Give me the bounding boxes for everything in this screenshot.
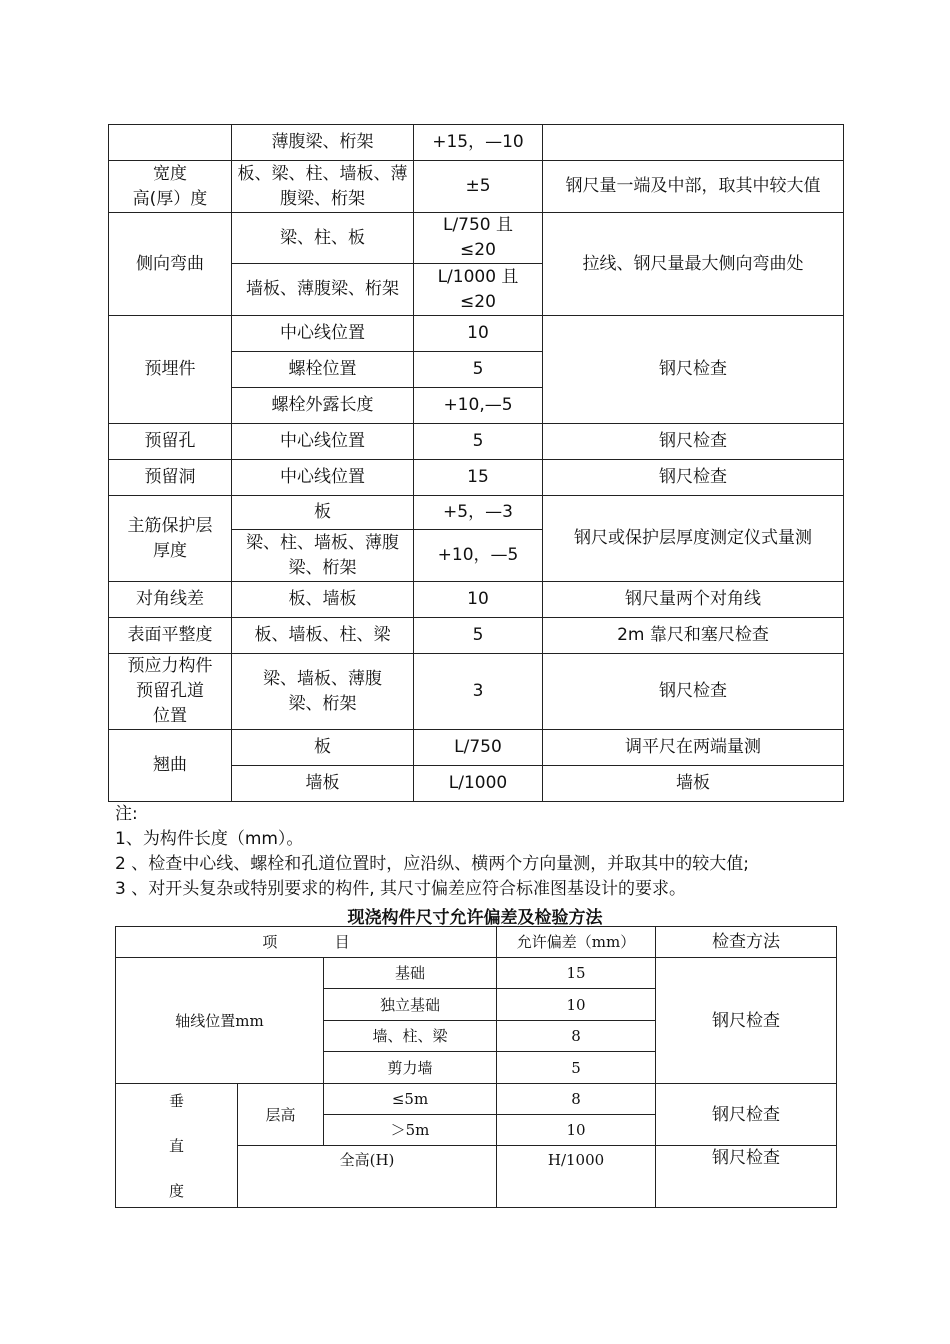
header-item: 项 目 — [116, 927, 497, 958]
cell-tol: 8 — [497, 1021, 656, 1052]
cell-tol: 15 — [414, 460, 543, 496]
cell-sub: 中心线位置 — [232, 460, 414, 496]
cell-item: 侧向弯曲 — [109, 213, 232, 316]
cell-sub: 板、墙板 — [232, 582, 414, 618]
cell-sub: 墙、柱、梁 — [324, 1021, 497, 1052]
cell-sub: 梁、柱、墙板、薄腹梁、桁架 — [232, 530, 414, 582]
cell-tol: 5 — [414, 424, 543, 460]
cell-sub: ≤5m — [324, 1084, 497, 1115]
cell-sub: 墙板、薄腹梁、桁架 — [232, 264, 414, 316]
cell-tol: 5 — [414, 352, 543, 388]
cell-sub: 全高(H) — [238, 1146, 497, 1208]
cell-item: 轴线位置mm — [116, 958, 324, 1084]
cell-tol: 10 — [497, 989, 656, 1021]
header-tol: 允许偏差（mm） — [497, 927, 656, 958]
cell-sub: ＞5m — [324, 1115, 497, 1146]
note-line: 2 、检查中心线、螺栓和孔道位置时，应沿纵、横两个方向量测，并取其中的较大值; — [115, 854, 749, 874]
cell-tol: +5，—3 — [414, 496, 543, 530]
cell-item: 翘曲 — [109, 730, 232, 802]
cell-sub: 墙板 — [232, 766, 414, 802]
cell-tol: 15 — [497, 958, 656, 989]
note-line: 注: — [115, 804, 138, 824]
cell-method: 墙板 — [543, 766, 844, 802]
cell-sub: 独立基础 — [324, 989, 497, 1021]
cell-sub: 中心线位置 — [232, 316, 414, 352]
cell-sub: 梁、柱、板 — [232, 213, 414, 264]
cell-empty — [109, 125, 232, 161]
cell-item: 预应力构件 预留孔道 位置 — [109, 654, 232, 730]
cell-sub: 螺栓外露长度 — [232, 388, 414, 424]
cell-tol: 5 — [497, 1052, 656, 1084]
cell-sub: 梁、墙板、薄腹 梁、桁架 — [232, 654, 414, 730]
cell-item: 预埋件 — [109, 316, 232, 424]
cell-method: 钢尺量一端及中部，取其中较大值 — [543, 161, 844, 213]
tolerance-table-precast — [108, 124, 844, 802]
section-title: 现浇构件尺寸允许偏差及检验方法 — [347, 908, 603, 928]
cell-sub: 板 — [232, 496, 414, 530]
cell-tol: 5 — [414, 618, 543, 654]
cell-tol: 8 — [497, 1084, 656, 1115]
cell-sub: 螺栓位置 — [232, 352, 414, 388]
cell-tol: 10 — [414, 582, 543, 618]
cell-item: 预留洞 — [109, 460, 232, 496]
cell-sub: 中心线位置 — [232, 424, 414, 460]
note-line: 3 、对开头复杂或特别要求的构件, 其尺寸偏差应符合标准图基设计的要求。 — [115, 879, 687, 899]
cell-floor: 层高 — [238, 1084, 324, 1146]
vertical-char: 度 — [168, 1181, 184, 1200]
header-method: 检查方法 — [656, 927, 837, 958]
cell-method: 调平尺在两端量测 — [543, 730, 844, 766]
cell-method: 钢尺检查 — [543, 316, 844, 424]
cell-sub: 板、墙板、柱、梁 — [232, 618, 414, 654]
cell-sub: 剪力墙 — [324, 1052, 497, 1084]
cell-tol: L/750 — [414, 730, 543, 766]
cell-tol: +10,—5 — [414, 388, 543, 424]
cell-method: 2m 靠尺和塞尺检查 — [543, 618, 844, 654]
cell-method: 钢尺检查 — [543, 424, 844, 460]
vertical-char: 直 — [168, 1136, 184, 1155]
cell-method: 钢尺检查 — [656, 958, 837, 1084]
cell-tol: L/1000 — [414, 766, 543, 802]
cell-method: 钢尺检查 — [543, 654, 844, 730]
cell-method: 拉线、钢尺量最大侧向弯曲处 — [543, 213, 844, 316]
cell-tol: 10 — [497, 1115, 656, 1146]
cell-sub: 薄腹梁、桁架 — [232, 125, 414, 161]
cell-tol: L/750 且 ≤20 — [414, 213, 543, 264]
cell-item: 对角线差 — [109, 582, 232, 618]
cell-method: 钢尺检查 — [656, 1084, 837, 1146]
cell-method: 钢尺检查 — [543, 460, 844, 496]
cell-tol: H/1000 — [497, 1146, 656, 1208]
cell-item: 主筋保护层 厚度 — [109, 496, 232, 582]
cell-empty — [543, 125, 844, 161]
cell-tol: L/1000 且 ≤20 — [414, 264, 543, 316]
cell-tol: 10 — [414, 316, 543, 352]
tolerance-table-cast-in-place — [115, 926, 837, 1208]
cell-item: 宽度 高(厚）度 — [109, 161, 232, 213]
cell-method: 钢尺或保护层厚度测定仪式量测 — [543, 496, 844, 582]
cell-method: 钢尺检查 — [656, 1146, 837, 1208]
cell-method: 钢尺量两个对角线 — [543, 582, 844, 618]
cell-item-vertical — [116, 1084, 238, 1208]
cell-tol: ±5 — [414, 161, 543, 213]
cell-sub: 板、梁、柱、墙板、薄腹梁、桁架 — [232, 161, 414, 213]
note-line: 1、为构件长度（mm）。 — [115, 829, 304, 849]
vertical-char: 垂 — [168, 1091, 184, 1110]
cell-item: 表面平整度 — [109, 618, 232, 654]
cell-sub: 板 — [232, 730, 414, 766]
notes-block — [115, 802, 749, 902]
cell-tol: +10，—5 — [414, 530, 543, 582]
cell-tol: 3 — [414, 654, 543, 730]
cell-item: 预留孔 — [109, 424, 232, 460]
cell-sub: 基础 — [324, 958, 497, 989]
cell-tol: +15，—10 — [414, 125, 543, 161]
